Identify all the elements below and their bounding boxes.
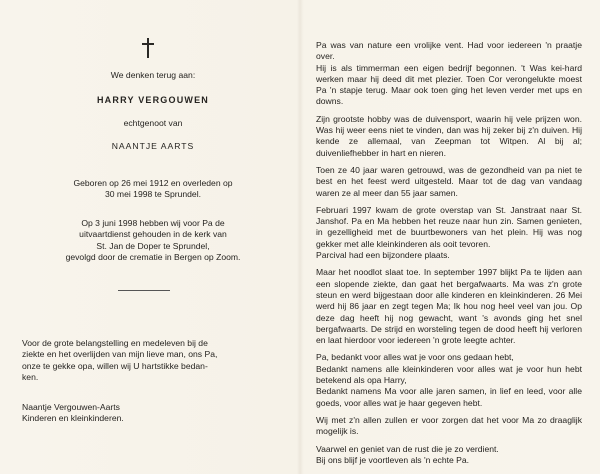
signature-text: Naantje Vergouwen-Aarts Kinderen en kleinkinderen. xyxy=(22,402,124,424)
spouse-label: echtgenoot van xyxy=(123,118,183,128)
birth-death-text: Geboren op 26 mei 1912 en overleden op 30 mei 1998 te Sprundel. xyxy=(73,178,233,200)
eulogy-paragraph: Toen ze 40 jaar waren getrouwd, was de gezondheid van pa niet te best en het feest werd uitgesteld. Maar tot de dag van vandaag waren ze al meer dan 55 jaar samen. xyxy=(316,164,582,198)
funeral-text: Op 3 juni 1998 hebben wij voor Pa de uitvaartdienst gehouden in de kerk van St. Jan de Doper te Sprundel, gevolgd door de crematie in Bergen op Zoom. xyxy=(65,218,241,263)
intro-text: We denken terug aan: xyxy=(110,70,196,80)
eulogy-paragraph: Vaarwel en geniet van de rust die je zo verdient. Bij ons blijf je voortleven als 'n echte Pa. xyxy=(316,443,499,465)
deceased-name: HARRY VERGOUWEN xyxy=(96,95,209,105)
eulogy-paragraph: Pa was van nature een vrolijke vent. Had voor iedereen 'n praatje over. Hij is als timmerman een eigen bedrijf begonnen. 't Was kei-hard werken maar hij deed dit met plezier. Toen Cor verongelukte moest Pa 'n stapje terug. Maar ook toen ging het leven verder met ups en downs. xyxy=(316,40,582,107)
eulogy-paragraph: Pa, bedankt voor alles wat je voor ons gedaan hebt, Bedankt namens alle kleinkinderen voor alles wat je voor hun hebt betekend als opa Harry, Bedankt namens Ma voor alle jaren samen, in lief en leed, voor alle goeds, voor alles wat je haar gegeven hebt. xyxy=(316,352,582,408)
spouse-name: NAANTJE AARTS xyxy=(111,141,195,151)
eulogy-paragraph: Februari 1997 kwam de grote overstap van St. Janstraat naar St. Janshof. Pa en Ma hebben het reuze naar hun zin. Samen genieten, in gezelligheid met de buurtbewoners van het plein. Hij was nog gekker met alle kleinkinderen als ooit tevoren. Parcival had een bijzondere plaats. xyxy=(316,204,582,261)
divider xyxy=(118,290,170,291)
eulogy-paragraph: Zijn grootste hobby was de duivensport, waarin hij vele prijzen won. Was hij weer eens niet te vinden, dan was hij zeker bij z'n duiven. Hij kende ze allemaal, van Zeepman tot Witpen. Al bij al; duivenliefhebber in hart en nieren. xyxy=(316,113,582,158)
eulogy-paragraph: Wij met z'n allen zullen er voor zorgen dat het voor Ma zo draaglijk mogelijk is. xyxy=(316,414,582,437)
thanks-text: Voor de grote belangstelling en medeleven bij de ziekte en het overlijden van mijn lieve man, ons Pa, onze te gekke opa, willen wij U hartstikke bedan- ken. xyxy=(22,338,218,383)
cross-icon xyxy=(142,38,154,58)
eulogy-column xyxy=(316,40,582,472)
eulogy-paragraph: Maar het noodlot slaat toe. In september 1997 blijkt Pa te lijden aan een slopende ziekte, dan gaat het bergafwaarts. Ma was z'n grote steun en werd bijgestaan door alle kinderen en kleinkinderen. 26 Mei werd hij 86 jaar en zegt tegen Ma; Ik hou nog heel veel van jou. Op deze dag heeft hij nog gewacht, want 's avonds ging het snel bergafwaarts. De strijd en worsteling tegen de dood heeft hij verloren en laat hierdoor voor iedereen 'n grote leegte achter. xyxy=(316,267,582,346)
